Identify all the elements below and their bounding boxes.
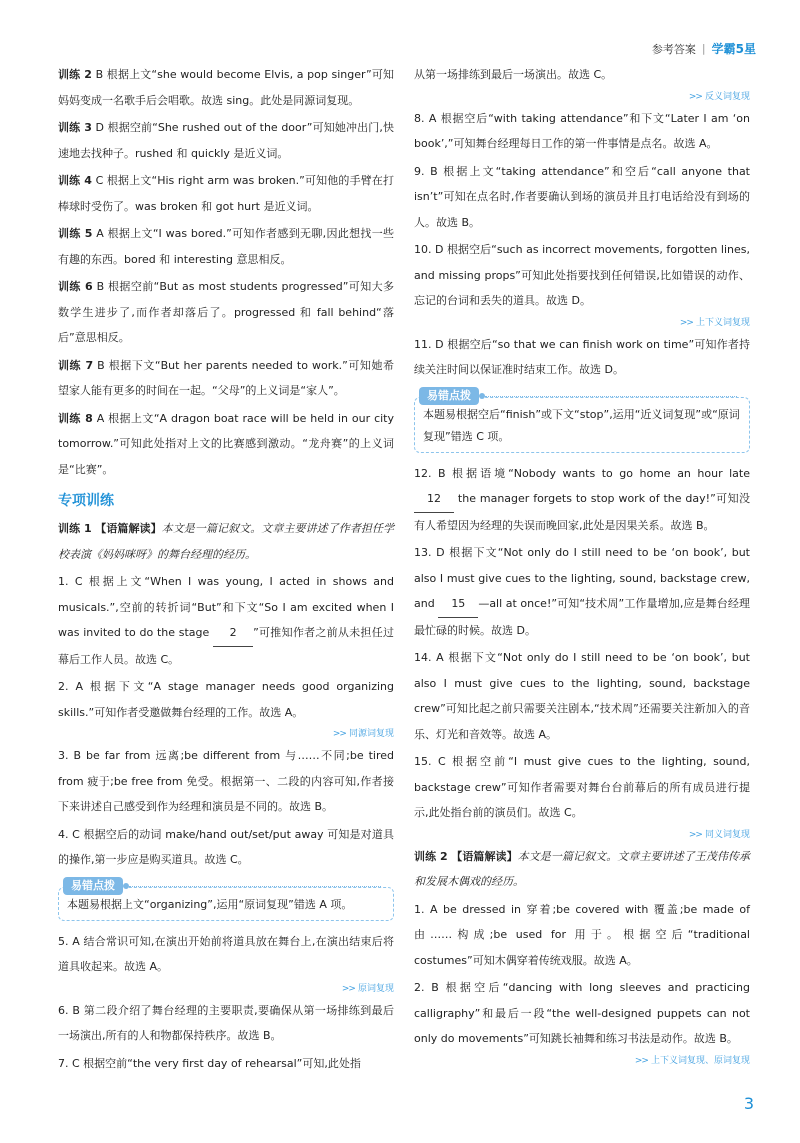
left-column <box>58 62 394 1078</box>
exercise-2-answer-1: 1. A be dressed in 穿着;be covered with 覆盖;be made of 由……构成;be used for 用于。根据空后“traditional costumes”可知木偶穿着传统戏服。故选 A。 <box>414 902 750 967</box>
answer-7-continued: 从第一场排练到最后一场演出。故选 C。 <box>414 68 613 81</box>
exercise-7: 训练 7 B 根据下文“But her parents needed to work.”可知她希望家人能有更多的时间在一起。“父母”的上义词是“家人”。 <box>58 358 394 397</box>
error-tip-box <box>414 388 750 453</box>
answer-10: 10. D 根据空后“such as incorrect movements, forgotten lines, and missing props”可知此处指要找到任何错误,比如错误的动作、忘记的台词和丢失的道具。故选 D。 <box>414 243 750 307</box>
dotted-divider <box>129 886 381 887</box>
answer-9: 9. B 根据上文“taking attendance”和空后“call anyone that isn’t”可知在点名时,作者要确认到场的演员并且打电话给没有到场的人。故选 B。 <box>414 164 750 229</box>
answer-6: 6. B 第二段介绍了舞台经理的主要职责,要确保从第一场排练到最后一场演出,所有的人和物都保持秩序。故选 B。 <box>58 1003 394 1042</box>
answer-4: 4. C 根据空后的动词 make/hand out/set/put away 可知是对道具的操作,第一步应是购买道具。故选 C。 <box>58 827 394 866</box>
blank-number: 12 <box>414 486 454 513</box>
double-chevron-icon: >> <box>688 91 702 102</box>
tip-badge: 易错点拨 <box>419 387 479 405</box>
exercise-4: 训练 4 C 根据上文“His right arm was broken.”可知他的手臂在打棒球时受伤了。was broken 和 got hurt 是近义词。 <box>58 174 395 213</box>
tip-text: 本题易根据空后“finish”或下文“stop”,运用“近义词复现”或“原词复现”错选 C 项。 <box>423 407 740 443</box>
answer-7: 7. C 根据空前“the very first day of rehearsal”可知,此处指 <box>58 1056 361 1070</box>
answer-14: 14. A 根据下文“Not only do I still need to be ‘on book’, but also I must give cues to the lighting, sound, backstage crew”可知比起之前只需要关注剧本,“技术周”还需要关注新加入的音乐、灯光和音效等。故选 A。 <box>414 651 750 741</box>
answer-15: 15. C 根据空前“I must give cues to the lighting, sound, backstage crew”可知作者需要对舞台台前幕后的所有成员进行提示,此处指台前的演员们。故选 C。 <box>414 755 750 819</box>
error-tip-box <box>58 878 394 921</box>
exercise-2-answer-2: 2. B 根据空后“dancing with long sleeves and practicing calligraphy”和最后一段“the well-designed puppets can not only do movements”可知跳长袖舞和练习书法是动作。故选 B。 <box>414 981 750 1045</box>
answer-11: 11. D 根据空后“so that we can finish work on time”可知作者持续关注时间以保证准时结束工作。故选 D。 <box>414 337 750 376</box>
page-number: 3 <box>743 1094 754 1113</box>
exercise-6: 训练 6 B 根据空前“But as most students progressed”可知大多数学生进步了,而作者却落后了。progressed 和 fall behind“落后”意思相反。 <box>58 280 395 344</box>
double-chevron-icon: >> <box>634 1055 648 1066</box>
header-divider: | <box>701 42 706 55</box>
special-exercise-1-intro: 训练 1 【语篇解读】本文是一篇记叙文。文章主要讲述了作者担任学校表演《妈妈咪呀》的舞台经理的经历。 <box>58 522 395 561</box>
section-title: 专项训练 <box>58 493 114 509</box>
answer-8: 8. A 根据空后“with taking attendance”和下文“Later I am ‘on book’,”可知舞台经理每日工作的第一件事情是点名。故选 A。 <box>414 111 750 150</box>
answer-13: 13. D 根据下文“Not only do I still need to be ‘on book’, but also I must give cues to the lighting, sound, backstage crew, and 15 —all at once!”可知“技术周”工作量增加,应是舞台经理最忙碌的时候。故选 D。 <box>414 546 750 637</box>
answer-1: 1. C 根据上文“When I was young, I acted in shows and musicals.”,空前的转折词“But”和下文“So I am excited when I was invited to do the stage 2 ”可推知作者之前从未担任过幕后工作人员。故选 C。 <box>58 575 394 666</box>
tip-badge: 易错点拨 <box>63 877 123 895</box>
double-chevron-icon: >> <box>688 829 702 840</box>
blank-number: 2 <box>213 620 253 647</box>
tip-text: 本题易根据上文“organizing”,运用“原词复现”错选 A 项。 <box>67 897 353 911</box>
right-column <box>414 62 750 1070</box>
tag-label: >> 同源词复现 <box>332 729 394 739</box>
answer-3: 3. B be far from 远离;be different from 与……不同;be tired from 疲于;be free from 免受。根据第一、二段的内容可知,作者接下来讲述自己感受到作为经理和演员是不同的。故选 B。 <box>58 749 394 813</box>
answer-label: 参考答案 <box>651 42 696 56</box>
double-chevron-icon: >> <box>341 983 355 994</box>
answer-12: 12. B 根据语境“Nobody wants to go home an hour late 12 the manager forgets to stop work of the day!”可知没有人希望因为经理的失误而晚回家,此处是因果关系。故选 B。 <box>414 466 750 532</box>
exercise-2: 训练 2 B 根据上文“she would become Elvis, a pop singer”可知妈妈变成一名歌手后会唱歌。故选 sing。此处是同源词复现。 <box>58 68 394 107</box>
tag-label: >> 反义词复现 <box>688 91 750 102</box>
dotted-divider <box>485 396 737 397</box>
exercise-3: 训练 3 D 根据空前“She rushed out of the door”可知她冲出门,快速地去找种子。rushed 和 quickly 是近义词。 <box>58 121 395 160</box>
tag-label: >> 同义词复现 <box>688 829 750 840</box>
answer-2: 2. A 根据下文“A stage manager needs good organizing skills.”可知作者受邀做舞台经理的工作。故选 A。 <box>58 680 394 719</box>
answer-5: 5. A 结合常识可知,在演出开始前将道具放在舞台上,在演出结束后将道具收起来。故选 A。 <box>58 934 394 973</box>
blank-number: 15 <box>438 591 478 618</box>
tag-label: >> 上下义词复现、原词复现 <box>634 1055 750 1066</box>
exercise-5: 训练 5 A 根据上文“I was bored.”可知作者感到无聊,因此想找一些有趣的东西。bored 和 interesting 意思相反。 <box>58 227 395 266</box>
page-header <box>652 40 756 57</box>
brand-logo: 学霸5星 <box>711 42 756 56</box>
special-exercise-2-intro: 训练 2 【语篇解读】本文是一篇记叙文。文章主要讲述了王茂伟传承和发展木偶戏的经历。 <box>414 849 751 888</box>
exercise-8: 训练 8 A 根据上文“A dragon boat race will be held in our city tomorrow.”可知此处指对上文的比赛感到激动。“龙舟赛”的上义词是“比赛”。 <box>58 411 395 476</box>
double-chevron-icon: >> <box>679 317 693 328</box>
double-chevron-icon: >> <box>332 729 346 739</box>
tag-label: >> 原词复现 <box>341 983 394 994</box>
tag-label: >> 上下义词复现 <box>679 317 750 328</box>
